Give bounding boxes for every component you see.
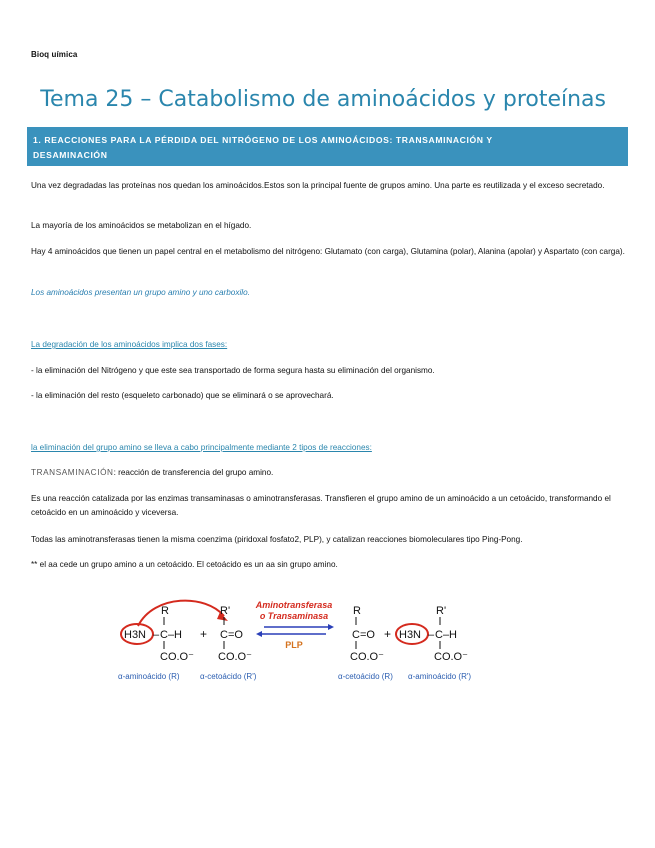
list-item-nitrogen: - la eliminación del Nitrógeno y que este sea transportado de forma segura hasta su eliminación del organismo.: [31, 366, 435, 375]
nh3-right: H3N: [399, 629, 422, 641]
coo-keto-left: CO.O⁻: [218, 651, 252, 663]
caption-amino-rp: α-aminoácido (R'): [408, 672, 472, 681]
carbonyl-right: C=O: [352, 629, 375, 641]
r-group-left: R: [161, 605, 169, 617]
list-item-carbon-skeleton: - la eliminación del resto (esqueleto carbonado) que se eliminará o se aprovechará.: [31, 391, 334, 400]
transamination-label: TRANSAMINACIÓN: [31, 468, 114, 477]
paragraph-enzymes: Es una reacción catalizada por las enzimas transaminasas o aminotransferasas. Transfieren el grupo amino de un aminoácido a un cetoácido, transformando el cetoácido en un aminoácido y viceversa.: [31, 494, 611, 517]
transamination-diagram: [116, 596, 496, 686]
r-prime-left: R': [220, 605, 231, 617]
coo-right: CO.O⁻: [434, 651, 468, 663]
plus-right: +: [384, 627, 392, 641]
bond-n-c-right: –: [428, 629, 435, 641]
section-heading: [27, 127, 628, 166]
caption-amino-r: α-aminoácido (R): [118, 672, 180, 681]
section-heading-line-1: 1. REACCIONES PARA LA PÉRDIDA DEL NITRÓGENO DE LOS AMINOÁCIDOS: TRANSAMINACIÓN Y: [33, 135, 493, 145]
paragraph-coenzyme: Todas las aminotransferasas tienen la misma coenzima (piridoxal fosfato2, PLP), y catalizan reacciones biomoleculares tipo Ping-Pong.: [31, 535, 523, 544]
subheading-two-phases: La degradación de los aminoácidos implica dos fases:: [31, 340, 228, 349]
coenzyme-label: PLP: [285, 640, 303, 650]
ch-right: C–H: [435, 629, 458, 641]
amino-transfer-arrow: [138, 601, 224, 626]
reverse-arrowhead: [256, 631, 262, 637]
r-prime-right: R': [436, 605, 447, 617]
paragraph-transamination: [31, 466, 626, 480]
paragraph-amino-carboxyl: Los aminoácidos presentan un grupo amino y uno carboxilo.: [31, 288, 250, 297]
subheading-reaction-types: la eliminación del grupo amino se lleva a cabo principalmente mediante 2 tipos de reacciones:: [31, 443, 372, 452]
enzyme-label-2: o Transaminasa: [259, 611, 329, 621]
bond-n-c-left: –: [153, 629, 160, 641]
page-title: Tema 25 – Catabolismo de aminoácidos y proteínas: [40, 87, 606, 112]
paragraph-intro: Una vez degradadas las proteínas nos quedan los aminoácidos.Estos son la principal fuente de grupos amino. Una parte es reutilizada y el exceso secretado.: [31, 181, 605, 190]
caption-ceto-r: α-cetoácido (R): [338, 672, 393, 681]
plus-left: +: [200, 627, 208, 641]
header-label: Bioq uímica: [31, 50, 78, 59]
carbonyl-left: C=O: [220, 629, 243, 641]
nh3-left: H3N: [124, 629, 147, 641]
enzyme-label-1: Aminotransferasa: [255, 600, 333, 610]
coo-keto-right: CO.O⁻: [350, 651, 384, 663]
coo-left: CO.O⁻: [160, 651, 194, 663]
section-heading-line-2: DESAMINACIÓN: [33, 150, 108, 160]
paragraph-liver: La mayoría de los aminoácidos se metabolizan en el hígado.: [31, 221, 252, 230]
caption-ceto-rp: α-cetoácido (R'): [200, 672, 257, 681]
forward-arrowhead: [328, 624, 334, 630]
transamination-text: : reacción de transferencia del grupo amino.: [113, 468, 274, 477]
paragraph-note: ** el aa cede un grupo amino a un cetoácido. El cetoácido es un aa sin grupo amino.: [31, 560, 338, 569]
paragraph-four-aminoacids: Hay 4 aminoácidos que tienen un papel central en el metabolismo del nitrógeno: Glutamato (con carga), Glutamina (polar), Alanina (apolar) y Aspartato (con carga).: [31, 247, 625, 256]
ch-left: C–H: [160, 629, 183, 641]
r-group-right: R: [353, 605, 361, 617]
